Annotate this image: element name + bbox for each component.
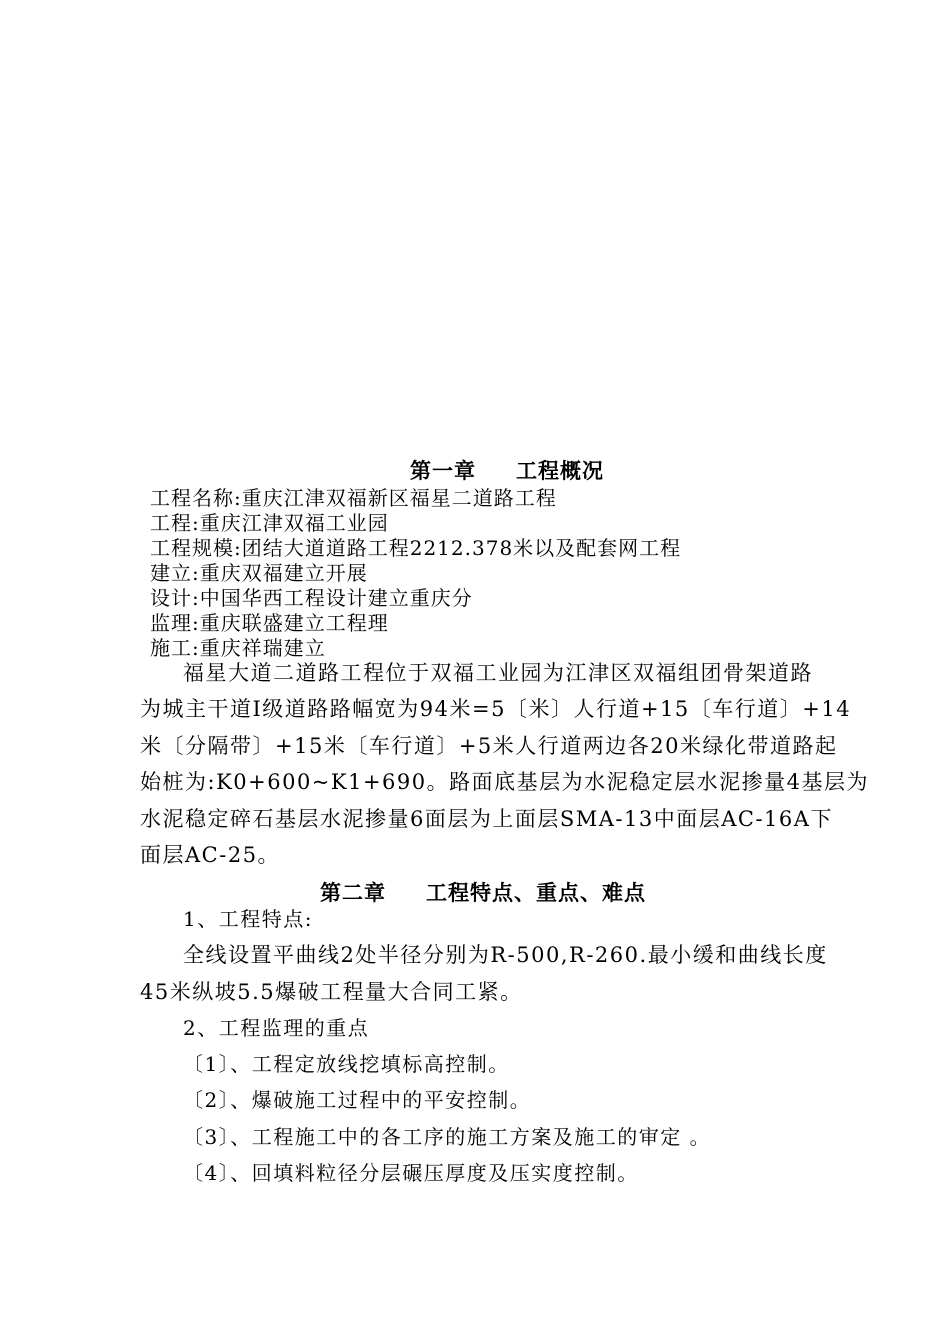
supervision-item: 〔3〕、工程施工中的各工序的施工方案及施工的审定 。 bbox=[183, 1125, 712, 1149]
chapter1-heading bbox=[410, 459, 604, 483]
supervision-item: 〔4〕、回填料粒径分层碾压厚度及压实度控制。 bbox=[183, 1161, 639, 1185]
chapter2-number: 第二章 bbox=[320, 880, 386, 905]
chapter2-heading bbox=[320, 881, 646, 905]
design-line: 设计:中国华西工程设计建立重庆分 bbox=[150, 586, 473, 610]
supervisor-line: 监理:重庆联盛建立工程理 bbox=[150, 611, 389, 635]
construction-line: 施工:重庆祥瑞建立 bbox=[150, 636, 326, 660]
overview-paragraph-line: 为城主干道Ⅰ级道路路幅宽为94米=5〔米〕人行道+15〔车行道〕+14 bbox=[140, 697, 852, 721]
project-name-line: 工程名称:重庆江津双福新区福星二道路工程 bbox=[150, 486, 557, 510]
features-paragraph-line: 45米纵坡5.5爆破工程量大合同工紧。 bbox=[140, 980, 523, 1004]
project-line: 工程:重庆江津双福工业园 bbox=[150, 511, 389, 535]
chapter1-title: 工程概况 bbox=[516, 458, 604, 483]
overview-paragraph-line: 米〔分隔带〕+15米〔车行道〕+5米人行道两边各20米绿化带道路起 bbox=[140, 734, 838, 758]
chapter2-title: 工程特点、重点、难点 bbox=[426, 880, 646, 905]
supervision-heading: 2、工程监理的重点 bbox=[183, 1016, 370, 1040]
overview-paragraph-line: 福星大道二道路工程位于双福工业园为江津区双福组团骨架道路 bbox=[183, 661, 813, 685]
chapter1-number: 第一章 bbox=[410, 458, 476, 483]
supervision-item: 〔1〕、工程定放线挖填标高控制。 bbox=[183, 1052, 510, 1076]
overview-paragraph-line: 水泥稳定碎石基层水泥掺量6面层为上面层SMA-13中面层AC-16A下 bbox=[140, 807, 833, 831]
features-paragraph-line: 全线设置平曲线2处半径分别为R-500,R-260.最小缓和曲线长度 bbox=[183, 943, 828, 967]
overview-paragraph-line: 面层AC-25。 bbox=[140, 843, 281, 867]
supervision-item: 〔2〕、爆破施工过程中的平安控制。 bbox=[183, 1088, 532, 1112]
project-scale-line: 工程规模:团结大道道路工程2212.378米以及配套网工程 bbox=[150, 536, 682, 560]
features-heading: 1、工程特点: bbox=[183, 907, 313, 931]
overview-paragraph-line: 始桩为:K0+600~K1+690。路面底基层为水泥稳定层水泥掺量4基层为 bbox=[140, 770, 869, 794]
builder-line: 建立:重庆双福建立开展 bbox=[150, 561, 368, 585]
